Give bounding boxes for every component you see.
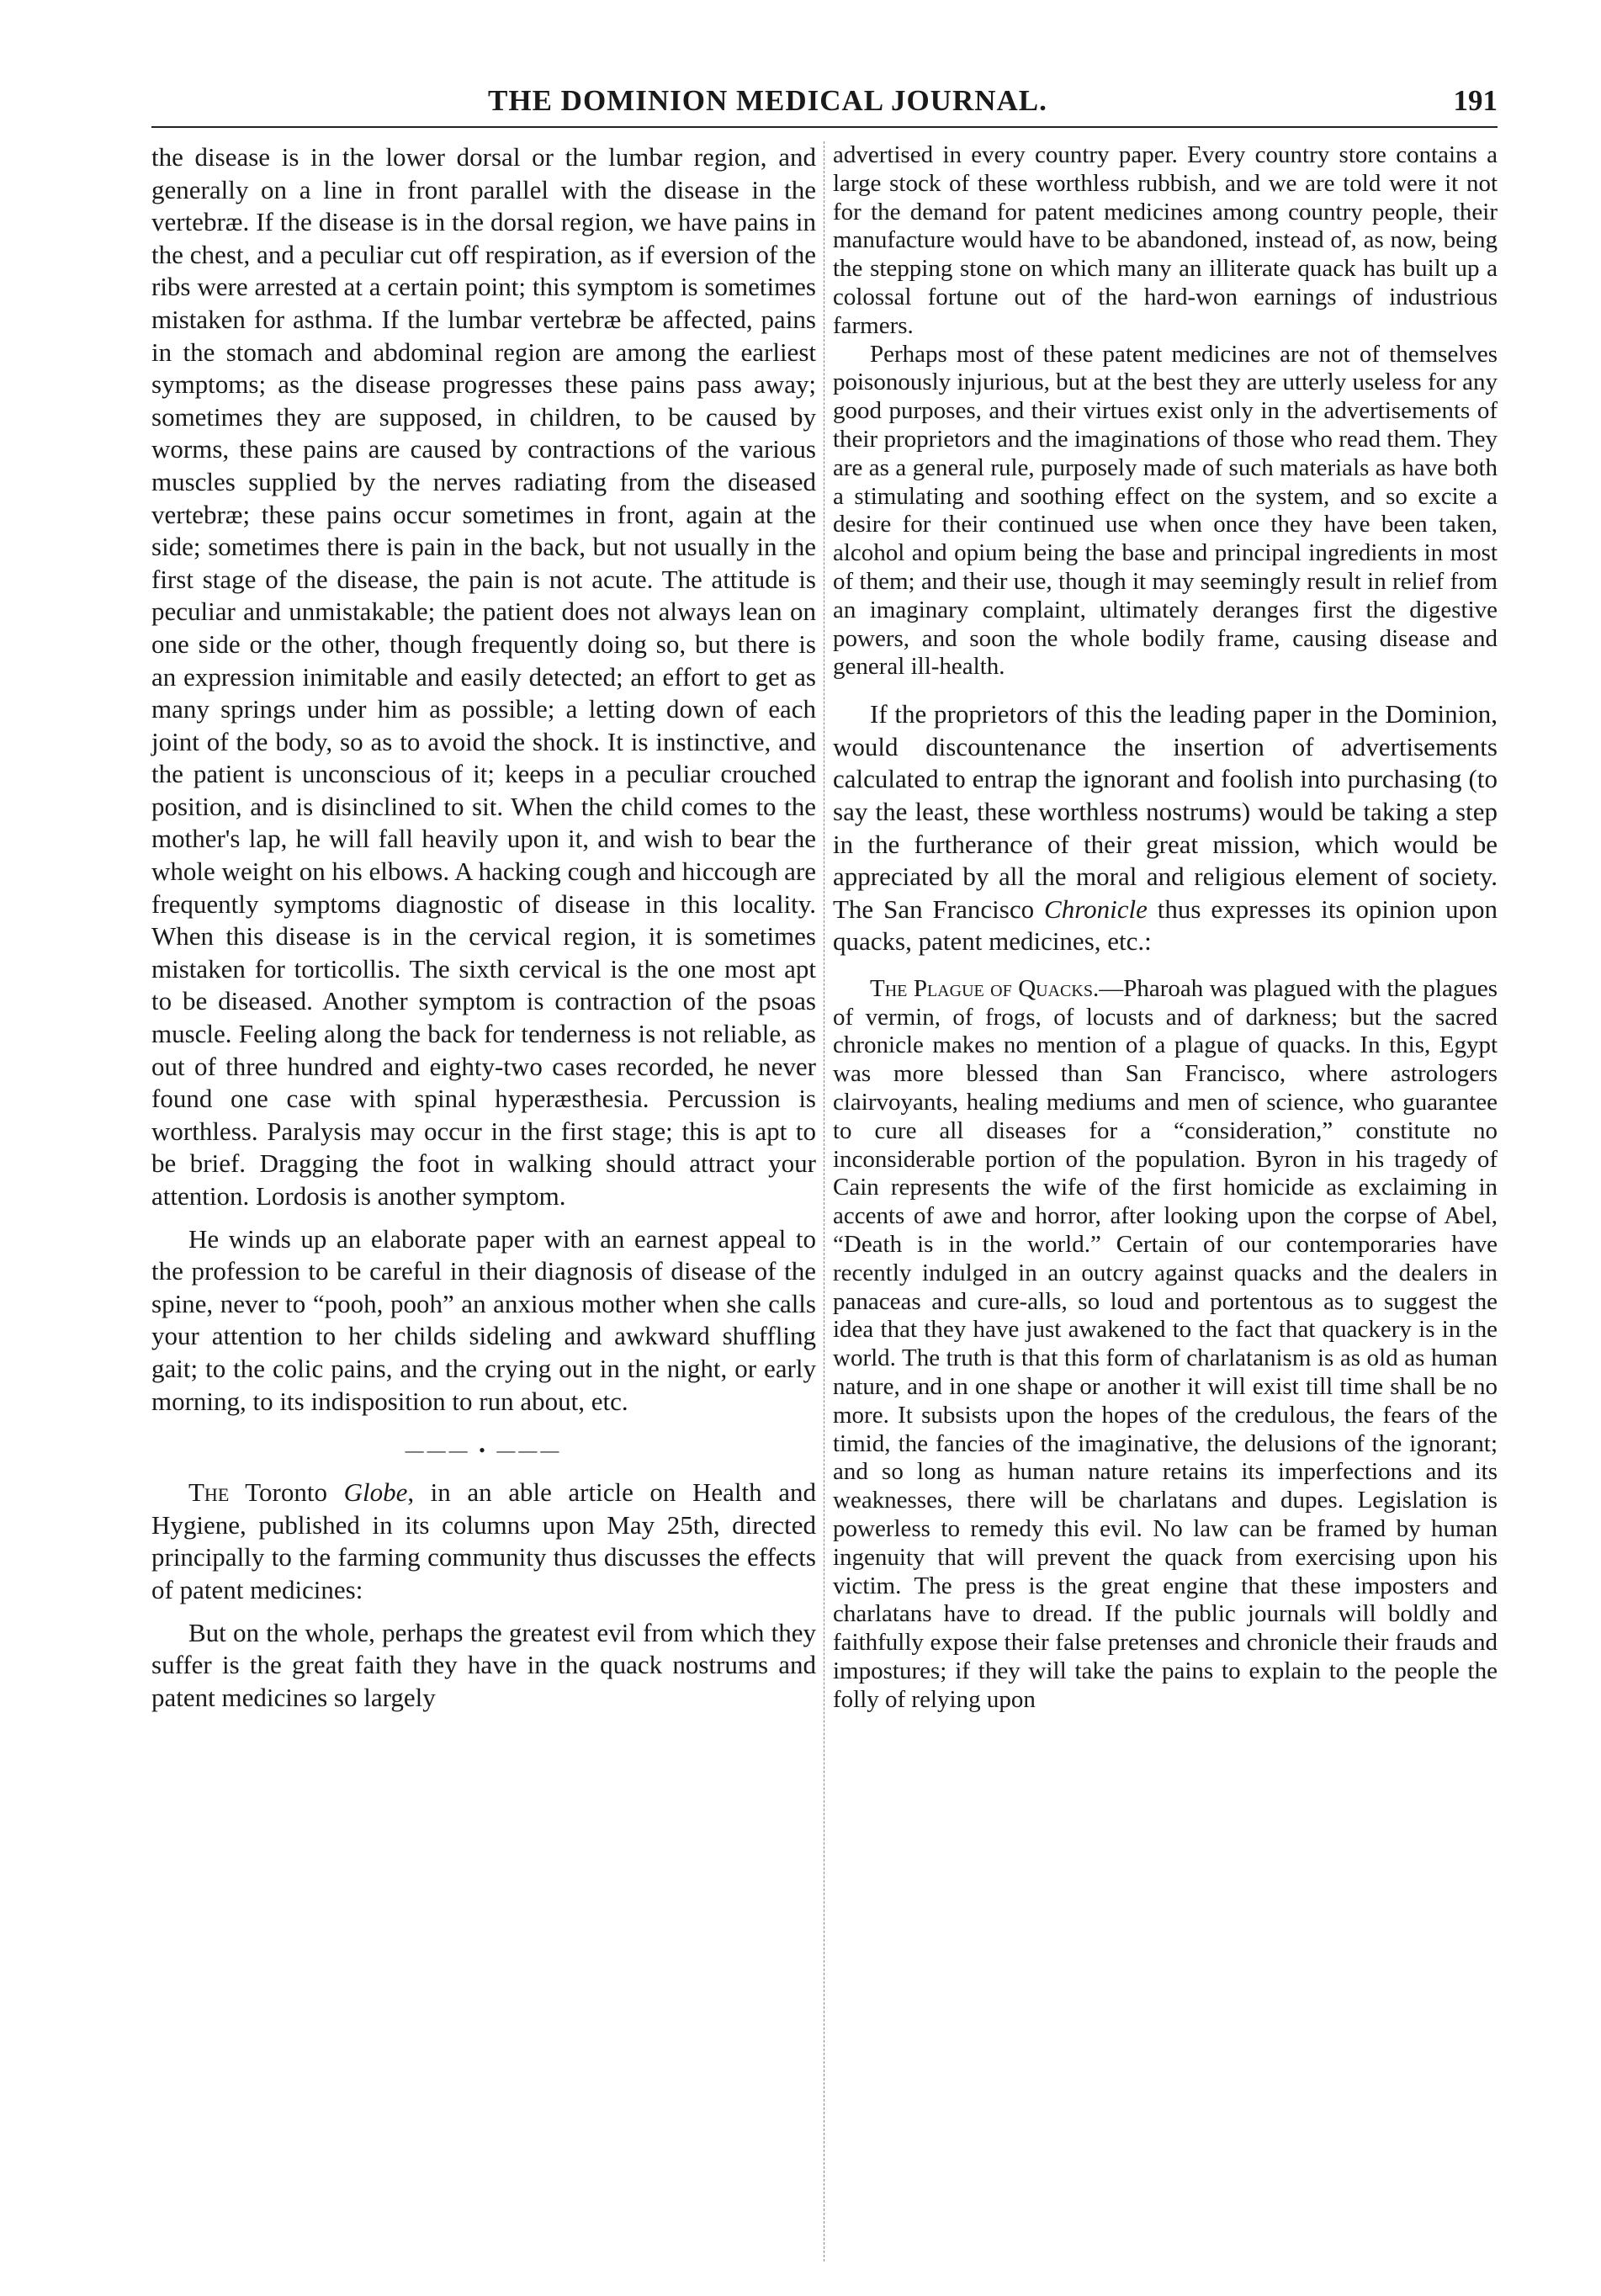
- paragraph-earnest-appeal: He winds up an elaborate paper with an earnest appeal to the profession to be careful in their diagnosis of disease of the spine, never to “pooh, pooh” an anxious mother when she calls your attention to her childs sideling and awkward shuffling gait; to the colic pains, and the crying out in the night, or early morning, to its indisposition to run about, etc.: [151, 1223, 816, 1416]
- header-rule: [151, 126, 1498, 128]
- journal-title: THE DOMINION MEDICAL JOURNAL.: [488, 84, 1047, 117]
- right-column: [833, 141, 1498, 1715]
- paragraph-spine-symptoms: the disease is in the lower dorsal or the lumbar region, and generally on a line in front parallel with the disease in the vertebræ. If the disease is in the dorsal region, we have pains in the chest, and a peculiar cut off respiration, as if eversion of the ribs were arrested at a certain point; this symptom is sometimes mistaken for asthma. If the lumbar vertebræ be affected, pains in the stomach and abdominal region are among the earliest symptoms; as the disease progresses these pains pass away; sometimes they are supposed, in children, to be caused by worms, these pains are caused by contractions of the various muscles supplied by the nerves radiating from the diseased vertebræ; these pains occur sometimes in front, again at the side; sometimes there is pain in the back, but not usually in the first stage of the disease, the pain is not acute. The attitude is peculiar and unmistakable; the patient does not always lean on one side or the other, though frequently doing so, but there is an expression inimitable and easily detected; an effort to get as many springs under him as possible; a letting down of each joint of the body, so as to avoid the shock. It is instinctive, and the patient is unconscious of it; keeps in a peculiar crouched position, and is disinclined to sit. When the child comes to the mother's lap, he will fall heavily upon it, and wish to bear the whole weight on his elbows. A hacking cough and hiccough are frequently symptoms diagnostic of disease in this locality. When this disease is in the cervical region, it is sometimes mistaken for torticollis. The sixth cervical is the one most apt to be diseased. Another symptom is contraction of the psoas muscle. Feeling along the back for tenderness is not reliable, as out of three hundred and eighty-two cases recorded, he never found one case with spinal hyperæsthesia. Percussion is worthless. Paralysis may occur in the first stage; this is apt to be brief. Dragging the foot in walking should attract your attention. Lordosis is another symptom.: [151, 142, 816, 1211]
- page-header: [151, 84, 1498, 128]
- paragraph-advertised: advertised in every country paper. Every country store contains a large stock of these worthless rubbish, and we are told were it not for the demand for patent medicines among country people, their manufacture would have to be abandoned, instead of, as now, being the stepping stone on which many an illiterate quack has built up a colossal fortune out of the hard-won earnings of industrious farmers.: [833, 141, 1498, 339]
- left-column: [151, 141, 816, 1714]
- lead-word: The: [188, 1477, 230, 1508]
- paragraph-plague-of-quacks: The Plague of Quacks.—Pharoah was plagued with the plagues of vermin, of frogs, of locusts and of darkness; but the sacred chronicle makes no mention of a plague of quacks. In this, Egypt was more blessed than San Francisco, where astrologers clairvoyants, healing mediums and men of science, who guarantee to cure all diseases for a “consideration,” constitute no inconsiderable portion of the population. Byron in his tragedy of Cain represents the wife of the first homicide as exclaiming in accents of awe and horror, after looking upon the corpse of Abel, “Death is in the world.” Certain of our contemporaries have recently indulged in an outcry against quacks and the dealers in panaceas and cure-alls, so loud and portentous as to suggest the idea that they have just awakened to the fact that quackery is in the world. The truth is that this form of charlatanism is as old as human nature, and in one shape or another it will exist till time shall be no more. It subsists upon the hopes of the credulous, the fears of the timid, the fancies of the imaginative, the delusions of the ignorant; and so long as human nature retains its imperfections and its weaknesses, there will be charlatans and dupes. Legislation is powerless to remedy this evil. No law can be framed by human ingenuity that will prevent the quack from exercising upon his victim. The press is the great engine that these imposters and charlatans have to dread. If the public journals will boldly and faithfully expose their false pretenses and chronicle their frauds and impostures; if they will take the pains to explain to the people the folly of relying upon: [833, 974, 1498, 1713]
- page-number: 191: [1453, 84, 1498, 117]
- newspaper-name: Chronicle: [1044, 893, 1148, 924]
- paragraph-toronto-globe: The Toronto Globe, in an able article on Health and Hygiene, published in its columns upon May 25th, directed principally to the farming community thus discusses the effects of patent medicines:: [151, 1477, 816, 1604]
- newspaper-name: Globe: [343, 1477, 408, 1508]
- section-divider: ——— • ———: [405, 1440, 563, 1461]
- paragraph-quote-start: But on the whole, perhaps the greatest evil from which they suffer is the great faith they have in the quack nostrums and patent medicines so largely: [151, 1617, 816, 1712]
- paragraph-patent-medicines: Perhaps most of these patent medicines are not of themselves poisonously injurious, but at the best they are utterly useless for any good purposes, and their virtues exist only in the advertisements of their proprietors and the imaginations of those who read them. They are as a general rule, purposely made of such materials as have both a stimulating and soothing effect on the system, and so excite a desire for their continued use when once they have been taken, alcohol and opium being the base and principal ingredients in most of them; and their use, though it may seemingly result in relief from an imaginary complaint, ultimately deranges first the digestive powers, and soon the whole bodily frame, causing disease and general ill-health.: [833, 340, 1498, 681]
- paragraph-proprietors: If the proprietors of this the leading paper in the Dominion, would discountenance the insertion of advertisements calculated to entrap the ignorant and foolish into purchasing (to say the least, these worthless nostrums) would be taking a step in the furtherance of their great mission, which would be appreciated by all the moral and religious element of society. The San Francisco Chronicle thus expresses its opinion upon quacks, patent medicines, etc.:: [833, 699, 1498, 957]
- section-heading: The Plague of Quacks.: [870, 974, 1100, 1002]
